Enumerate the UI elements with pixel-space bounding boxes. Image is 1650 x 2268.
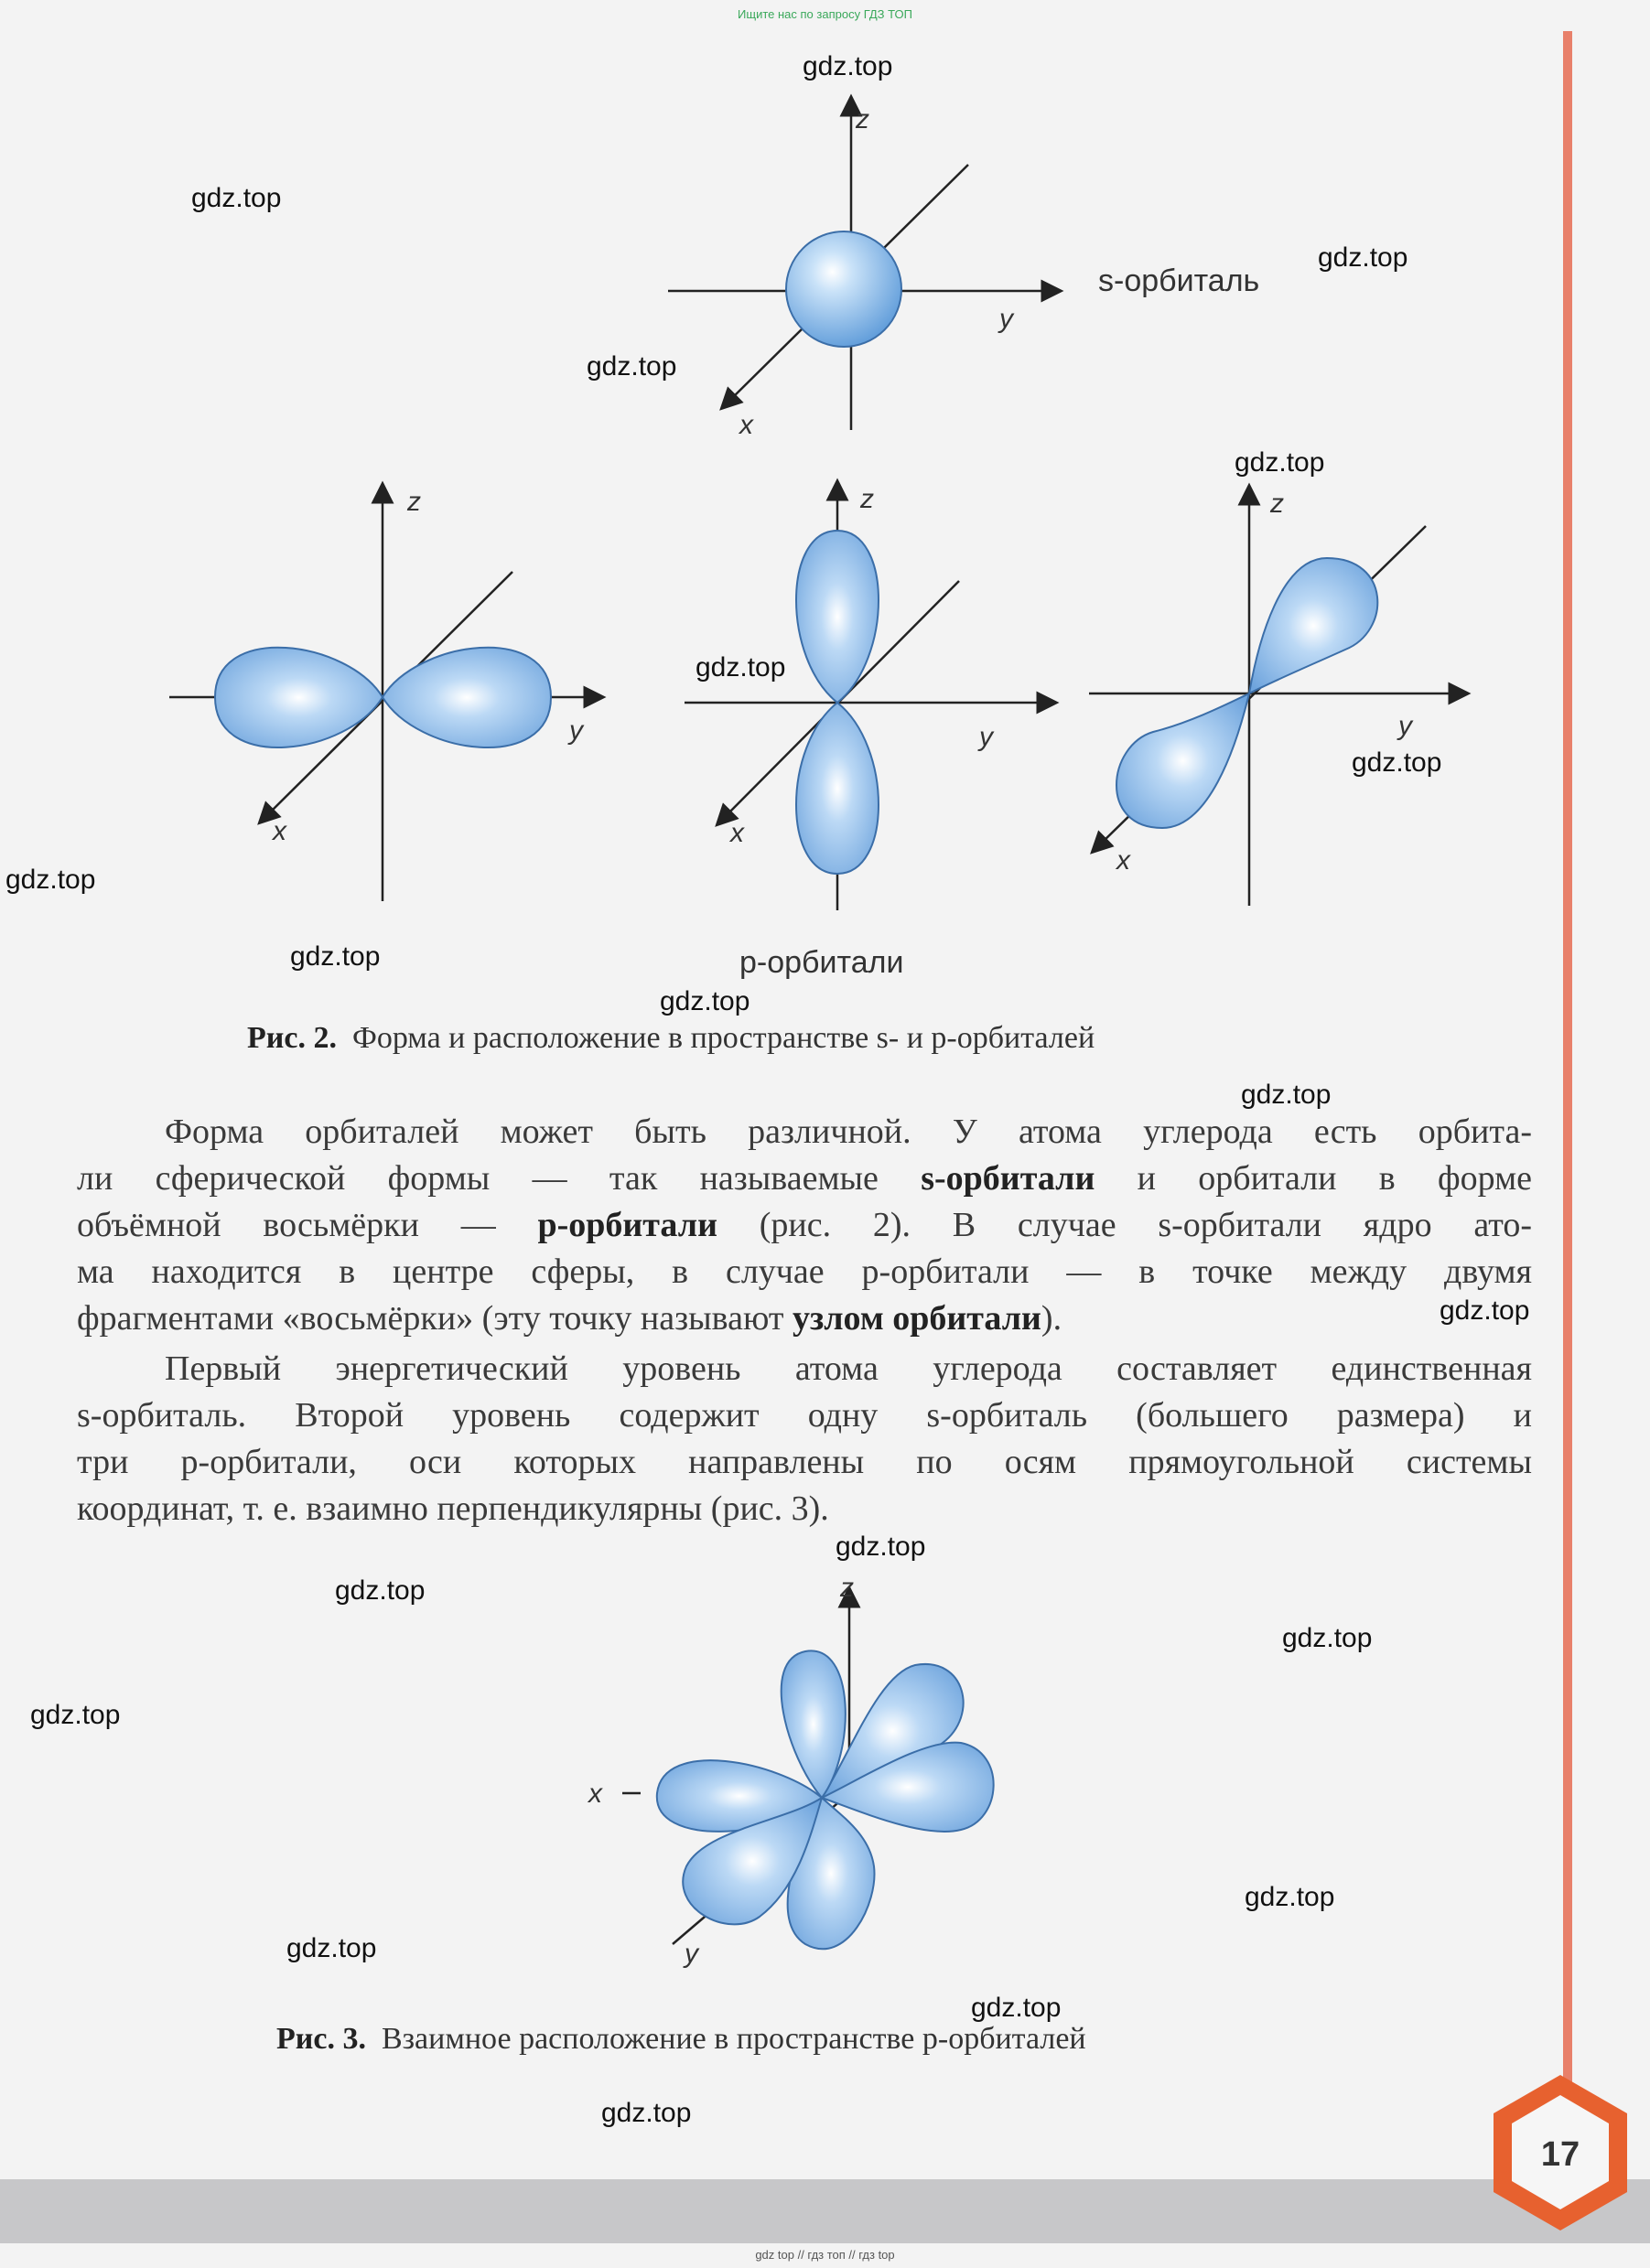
bottom-banner: gdz top // гдз топ // гдз top: [755, 2248, 895, 2262]
figure-2: [0, 0, 1650, 1016]
figure-3-caption-text: Взаимное расположение в пространстве p-орбиталей: [381, 2022, 1086, 2056]
axis-y-label: y: [1398, 711, 1412, 741]
watermark: gdz.top: [971, 1993, 1062, 2023]
watermark: gdz.top: [290, 941, 381, 972]
p-orbital-z-diagram: [685, 484, 1048, 980]
paragraph-line: три p-орбитали, оси которых направлены по осям прямоугольной системы: [77, 1443, 1532, 1481]
page-footer-bar: [0, 2179, 1650, 2243]
paragraph-1: [77, 1109, 1532, 1342]
axis-y-label: y: [979, 722, 993, 752]
watermark: gdz.top: [1282, 1623, 1373, 1653]
axis-x-label: x: [588, 1779, 602, 1809]
p-orbitals-combined-diagram: [587, 1573, 994, 1969]
s-orbital-diagram: [668, 104, 1259, 440]
watermark: gdz.top: [5, 865, 96, 895]
watermark: gdz.top: [836, 1532, 926, 1562]
watermark: gdz.top: [1235, 447, 1325, 478]
axis-z-label: z: [856, 104, 869, 134]
watermark: gdz.top: [696, 652, 786, 683]
watermark: gdz.top: [1440, 1295, 1530, 1326]
paragraph-2: [77, 1346, 1532, 1532]
page-number-badge: [1483, 2068, 1638, 2241]
watermark: gdz.top: [1241, 1080, 1332, 1110]
watermark: gdz.top: [1352, 747, 1442, 778]
axis-x-label: x: [1116, 845, 1130, 876]
axis-x-label: x: [273, 816, 286, 846]
page-number: 17: [1540, 2135, 1580, 2174]
watermark: gdz.top: [335, 1575, 426, 1606]
s-orbital-label: s-орбиталь: [1098, 263, 1260, 298]
paragraph-line: фрагментами «восьмёрки» (эту точку называют узлом орбитали).: [77, 1299, 1062, 1338]
watermark: gdz.top: [587, 351, 677, 382]
watermark: gdz.top: [286, 1933, 377, 1963]
axis-y-label: y: [685, 1939, 698, 1969]
paragraph-line: объёмной восьмёрки — p-орбитали (рис. 2). В случае s-орбитали ядро ато-: [77, 1206, 1532, 1244]
axis-x-label: x: [739, 410, 753, 440]
figure-3: [0, 1555, 1650, 2013]
axis-z-label: z: [840, 1573, 854, 1603]
axis-z-label: z: [860, 484, 874, 514]
top-banner: Ищите нас по запросу ГДЗ ТОП: [738, 7, 912, 21]
axis-y-label: y: [999, 304, 1013, 334]
p-orbitals-label: p-орбитали: [739, 945, 904, 980]
watermark: gdz.top: [601, 2098, 692, 2128]
watermark: gdz.top: [660, 986, 750, 1016]
figure-3-caption-prefix: Рис. 3.: [276, 2022, 366, 2056]
watermark: gdz.top: [1245, 1882, 1335, 1912]
axis-x-label: x: [730, 818, 744, 848]
figure-2-caption-prefix: Рис. 2.: [247, 1021, 337, 1055]
p-orbital-y-diagram: [169, 487, 595, 901]
watermark: gdz.top: [1318, 242, 1408, 273]
paragraph-line: координат, т. е. взаимно перпендикулярны (рис. 3).: [77, 1489, 829, 1528]
watermark: gdz.top: [803, 51, 893, 81]
s-orbital-sphere: [786, 231, 901, 347]
axis-z-label: z: [407, 487, 421, 517]
term-s-orbitals: s-орбитали: [921, 1159, 1095, 1198]
paragraph-line: Первый энергетический уровень атома углерода составляет единственная: [165, 1349, 1532, 1388]
figure-2-caption-text: Форма и расположение в пространстве s- и p-орбиталей: [351, 1021, 1095, 1055]
watermark: gdz.top: [30, 1700, 121, 1730]
paragraph-line: s-орбиталь. Второй уровень содержит одну s-орбиталь (большего размера) и: [77, 1396, 1532, 1435]
term-p-orbitals: p-орбитали: [537, 1206, 717, 1244]
figure-3-caption: [276, 2022, 1086, 2057]
paragraph-line: ли сферической формы — так называемые s-орбитали и орбитали в форме: [77, 1159, 1532, 1198]
paragraph-line: ма находится в центре сферы, в случае p-орбитали — в точке между двумя: [77, 1252, 1532, 1291]
paragraph-line: Форма орбиталей может быть различной. У атома углерода есть орбита-: [165, 1113, 1532, 1151]
axis-y-label: y: [569, 715, 583, 746]
axis-z-label: z: [1270, 489, 1284, 519]
term-orbital-node: узлом орбитали: [792, 1299, 1041, 1338]
figure-2-caption: [247, 1021, 1095, 1056]
watermark: gdz.top: [191, 183, 282, 213]
p-orbital-x-diagram: [1089, 489, 1460, 906]
